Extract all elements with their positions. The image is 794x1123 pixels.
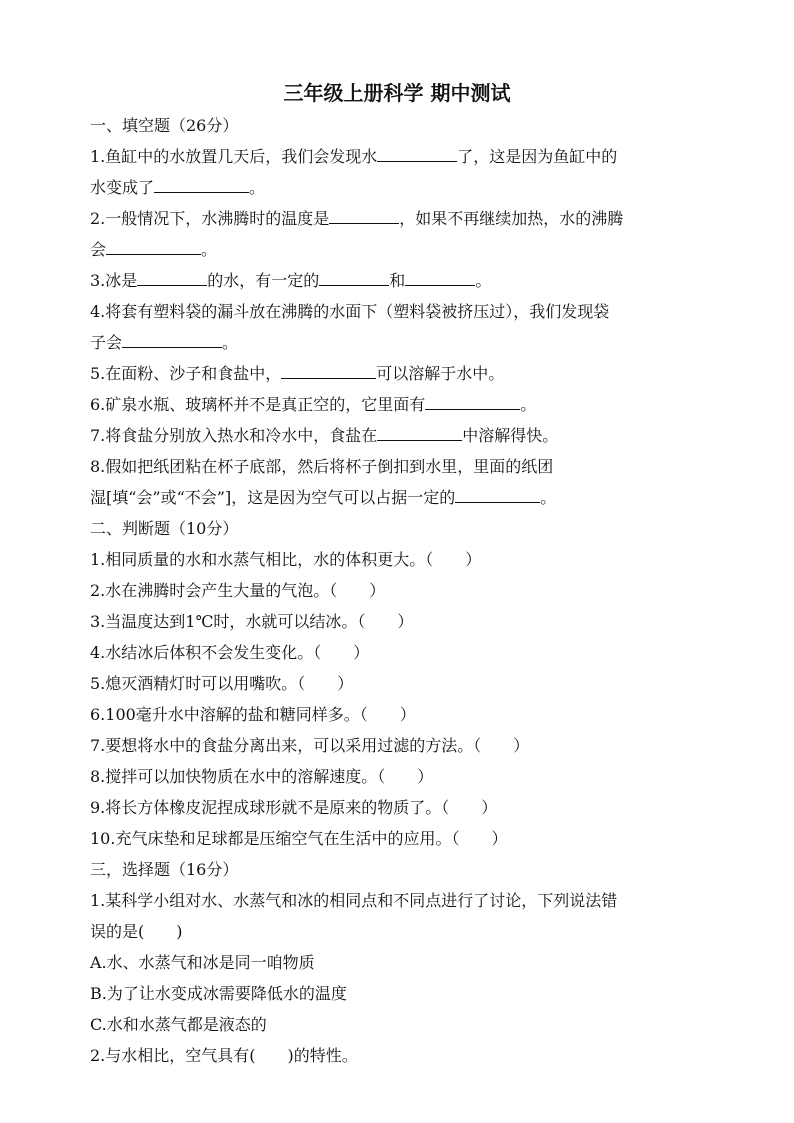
q3-text-c: 和 bbox=[389, 271, 406, 290]
q5-text-b: 可以溶解于水中。 bbox=[376, 364, 505, 383]
answer-blank[interactable] bbox=[329, 205, 399, 224]
fill-question-5 bbox=[90, 358, 710, 389]
exam-content bbox=[90, 110, 710, 1071]
q1-text-b: 了，这是因为鱼缸中的 bbox=[457, 147, 618, 166]
q6-text-b: 。 bbox=[520, 395, 537, 414]
fill-question-7 bbox=[90, 420, 710, 451]
q1-text-c: 水变成了 bbox=[90, 178, 155, 197]
judge-item: 5.熄灭酒精灯时可以用嘴吹。（ ） bbox=[90, 674, 354, 693]
section-heading-choice: 三，选择题（16分） bbox=[90, 860, 239, 879]
answer-blank[interactable] bbox=[106, 236, 201, 255]
answer-blank[interactable] bbox=[405, 267, 475, 286]
q2-text-b: ，如果不再继续加热，水的沸腾 bbox=[399, 209, 624, 228]
judge-item: 10.充气床垫和足球都是压缩空气在生活中的应用。（ ） bbox=[90, 829, 508, 848]
section-heading-judge: 二、判断题（10分） bbox=[90, 519, 239, 538]
judge-item: 9.将长方体橡皮泥捏成球形就不是原来的物质了。（ ） bbox=[90, 798, 498, 817]
choice-option: B.为了让水变成冰需要降低水的温度 bbox=[90, 984, 347, 1003]
q8-text-c: 。 bbox=[540, 488, 557, 507]
answer-blank[interactable] bbox=[455, 484, 540, 503]
choice-option: A.水、水蒸气和冰是同一咱物质 bbox=[90, 953, 315, 972]
answer-blank[interactable] bbox=[281, 360, 376, 379]
q4-text-a: 4.将套有塑料袋的漏斗放在沸腾的水面下（塑料袋被挤压过），我们发现袋 bbox=[90, 302, 610, 321]
fill-question-2-line-2 bbox=[90, 234, 710, 265]
judge-item: 3.当温度达到1℃时，水就可以结冰。（ ） bbox=[90, 612, 414, 631]
fill-question-1-line-1 bbox=[90, 141, 710, 172]
fill-question-3 bbox=[90, 265, 710, 296]
choice-question-1-line-2: 误的是( ) bbox=[90, 922, 183, 941]
q2-text-c: 会 bbox=[90, 240, 107, 259]
answer-blank[interactable] bbox=[377, 143, 457, 162]
choice-question-1-line-1: 1.某科学小组对水、水蒸气和冰的相同点和不同点进行了讨论，下列说法错 bbox=[90, 891, 618, 910]
answer-blank[interactable] bbox=[154, 174, 249, 193]
choice-question-2: 2.与水相比，空气具有( )的特性。 bbox=[90, 1046, 358, 1065]
judge-item: 4.水结冰后体积不会发生变化。（ ） bbox=[90, 643, 370, 662]
q7-text-a: 7.将食盐分别放入热水和冷水中，食盐在 bbox=[90, 426, 378, 445]
answer-blank[interactable] bbox=[319, 267, 389, 286]
fill-question-4-line-2 bbox=[90, 327, 710, 358]
q7-text-b: 中溶解得快。 bbox=[462, 426, 559, 445]
q8-text-b: 湿[填“会”或“不会”]，这是因为空气可以占据一定的 bbox=[90, 488, 456, 507]
answer-blank[interactable] bbox=[122, 329, 222, 348]
q2-text-a: 2.一般情况下，水沸腾时的温度是 bbox=[90, 209, 330, 228]
judge-item: 8.搅拌可以加快物质在水中的溶解速度。（ ） bbox=[90, 767, 434, 786]
answer-blank[interactable] bbox=[425, 391, 520, 410]
fill-question-8-line-2 bbox=[90, 482, 710, 513]
judge-item: 6.100毫升水中溶解的盐和糖同样多。（ ） bbox=[90, 705, 416, 724]
section-heading-fill: 一、填空题（26分） bbox=[90, 116, 239, 135]
page-title: 三年级上册科学 期中测试 bbox=[283, 81, 511, 105]
q5-text-a: 5.在面粉、沙子和食盐中， bbox=[90, 364, 282, 383]
q3-text-a: 3.冰是 bbox=[90, 271, 138, 290]
answer-blank[interactable] bbox=[377, 422, 462, 441]
fill-question-4-line-1 bbox=[90, 296, 710, 327]
q1-text-d: 。 bbox=[249, 178, 266, 197]
q8-text-a: 8.假如把纸团粘在杯子底部，然后将杯子倒扣到水里，里面的纸团 bbox=[90, 457, 554, 476]
choice-option: C.水和水蒸气都是液态的 bbox=[90, 1015, 267, 1034]
q6-text-a: 6.矿泉水瓶、玻璃杯并不是真正空的，它里面有 bbox=[90, 395, 426, 414]
fill-question-8-line-1 bbox=[90, 451, 710, 482]
judge-item: 1.相同质量的水和水蒸气相比，水的体积更大。（ ） bbox=[90, 550, 482, 569]
fill-question-6 bbox=[90, 389, 710, 420]
fill-question-2-line-1 bbox=[90, 203, 710, 234]
answer-blank[interactable] bbox=[137, 267, 207, 286]
q4-text-c: 。 bbox=[222, 333, 239, 352]
q1-text-a: 1.鱼缸中的水放置几天后，我们会发现水 bbox=[90, 147, 378, 166]
q3-text-b: 的水，有一定的 bbox=[207, 271, 320, 290]
judge-item: 7.要想将水中的食盐分离出来，可以采用过滤的方法。（ ） bbox=[90, 736, 530, 755]
q3-text-d: 。 bbox=[475, 271, 492, 290]
q2-text-d: 。 bbox=[201, 240, 218, 259]
q4-text-b: 子会 bbox=[90, 333, 123, 352]
judge-item: 2.水在沸腾时会产生大量的气泡。（ ） bbox=[90, 581, 386, 600]
fill-question-1-line-2 bbox=[90, 172, 710, 203]
